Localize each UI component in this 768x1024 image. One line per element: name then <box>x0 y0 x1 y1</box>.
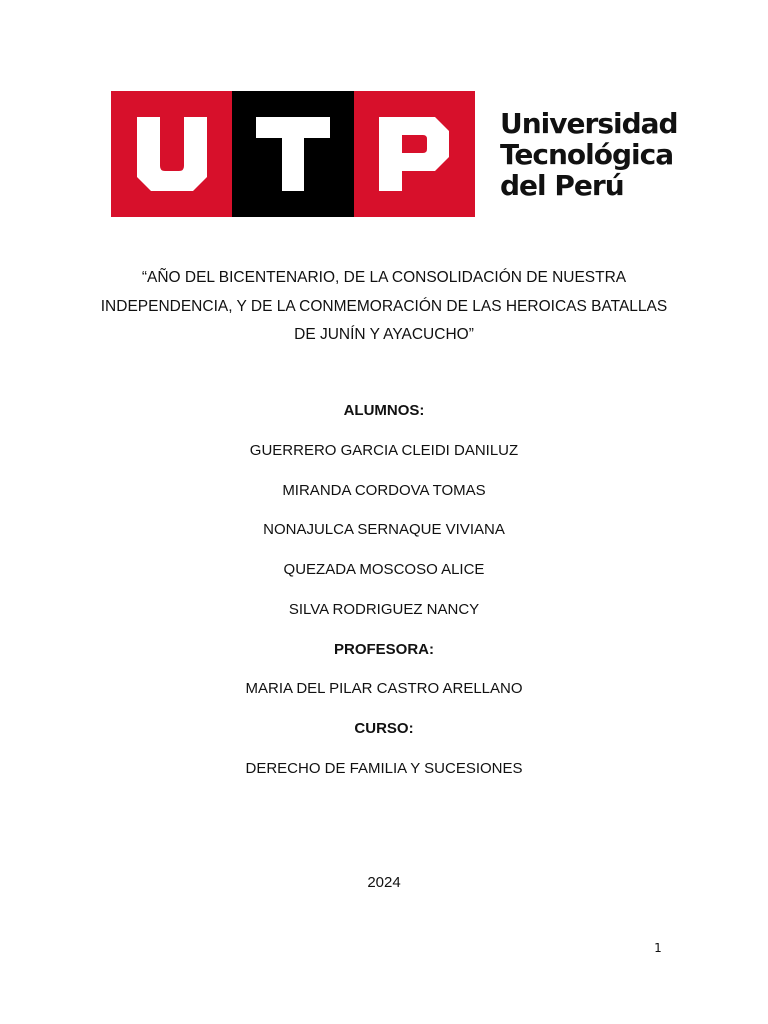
professor-name: MARIA DEL PILAR CASTRO ARELLANO <box>245 680 523 697</box>
course-heading: CURSO: <box>354 720 414 737</box>
student-name: MIRANDA CORDOVA TOMAS <box>282 482 486 499</box>
document-year: 2024 <box>367 874 401 891</box>
wordmark-line: Universidad <box>500 107 678 140</box>
letter-t-mark <box>256 117 330 191</box>
wordmark-line: del Perú <box>500 169 624 202</box>
year-motto <box>100 264 668 350</box>
logo-block-u <box>111 91 232 217</box>
professor-heading: PROFESORA: <box>333 641 434 658</box>
wordmark-line: Tecnológica <box>500 138 674 171</box>
course-name: DERECHO DE FAMILIA Y SUCESIONES <box>245 760 523 777</box>
motto-line: INDEPENDENCIA, Y DE LA CONMEMORACIÓN DE LAS HEROICAS BATALLAS <box>100 297 668 315</box>
student-name: SILVA RODRIGUEZ NANCY <box>288 601 480 618</box>
logo-block-p <box>354 91 475 217</box>
letter-p-mark <box>379 117 449 191</box>
university-wordmark <box>500 108 678 201</box>
student-name: NONAJULCA SERNAQUE VIVIANA <box>263 521 505 538</box>
motto-line: DE JUNÍN Y AYACUCHO” <box>294 326 474 343</box>
page-number: 1 <box>654 941 662 955</box>
utp-logo <box>111 91 475 217</box>
motto-line: “AÑO DEL BICENTENARIO, DE LA CONSOLIDACIÓN DE NUESTRA <box>141 269 627 286</box>
logo-block-t <box>232 91 353 217</box>
students-heading: ALUMNOS: <box>343 402 425 419</box>
student-name: QUEZADA MOSCOSO ALICE <box>283 561 485 578</box>
student-name: GUERRERO GARCIA CLEIDI DANILUZ <box>249 442 519 459</box>
letter-u-mark <box>137 117 207 191</box>
